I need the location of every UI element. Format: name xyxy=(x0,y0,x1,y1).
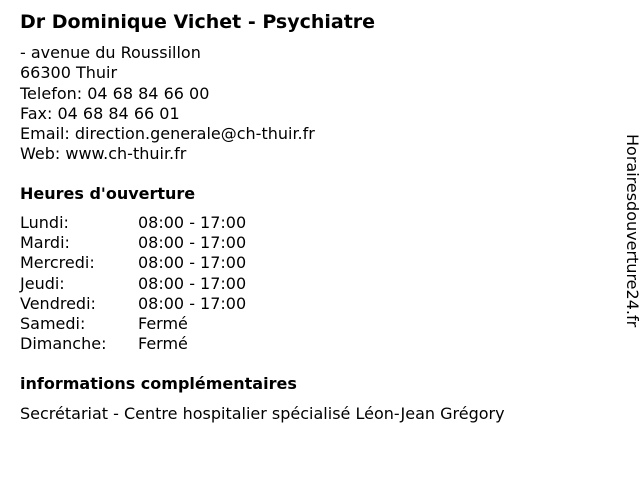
day-label: Samedi: xyxy=(20,313,86,333)
hours-heading: Heures d'ouverture xyxy=(20,184,196,203)
hours-row-tuesday xyxy=(20,233,320,253)
city-postal: 66300 Thuir xyxy=(20,63,118,83)
day-label: Mercredi: xyxy=(20,253,95,273)
time-value: Fermé xyxy=(138,334,188,354)
hours-row-sunday xyxy=(20,334,320,354)
email-address: Email: direction.generale@ch-thuir.fr xyxy=(20,124,315,144)
time-value: 08:00 - 17:00 xyxy=(138,213,247,232)
info-text: Secrétariat - Centre hospitalier spécialisé Léon-Jean Grégory xyxy=(20,404,505,423)
hours-row-friday xyxy=(20,294,320,314)
info-heading: informations complémentaires xyxy=(20,374,297,393)
website: Web: www.ch-thuir.fr xyxy=(20,144,187,164)
phone-number: Telefon: 04 68 84 66 00 xyxy=(20,83,210,103)
site-watermark: Horairesdouverture24.fr xyxy=(623,134,642,328)
day-label: Lundi: xyxy=(20,213,69,232)
hours-row-thursday xyxy=(20,274,320,294)
street-address: - avenue du Roussillon xyxy=(20,43,201,62)
day-label: Mardi: xyxy=(20,233,70,253)
time-value: 08:00 - 17:00 xyxy=(138,233,247,253)
day-label: Dimanche: xyxy=(20,334,107,354)
day-label: Jeudi: xyxy=(20,273,65,293)
page-title: Dr Dominique Vichet - Psychiatre xyxy=(20,11,376,33)
time-value: 08:00 - 17:00 xyxy=(138,253,247,273)
opening-hours-table xyxy=(20,213,320,354)
time-value: 08:00 - 17:00 xyxy=(138,273,247,293)
contact-block xyxy=(20,43,315,165)
day-label: Vendredi: xyxy=(20,293,96,313)
hours-row-monday xyxy=(20,213,320,233)
hours-row-saturday xyxy=(20,314,320,334)
time-value: Fermé xyxy=(138,313,188,333)
hours-row-wednesday xyxy=(20,253,320,273)
time-value: 08:00 - 17:00 xyxy=(138,293,247,313)
fax-number: Fax: 04 68 84 66 01 xyxy=(20,103,180,123)
